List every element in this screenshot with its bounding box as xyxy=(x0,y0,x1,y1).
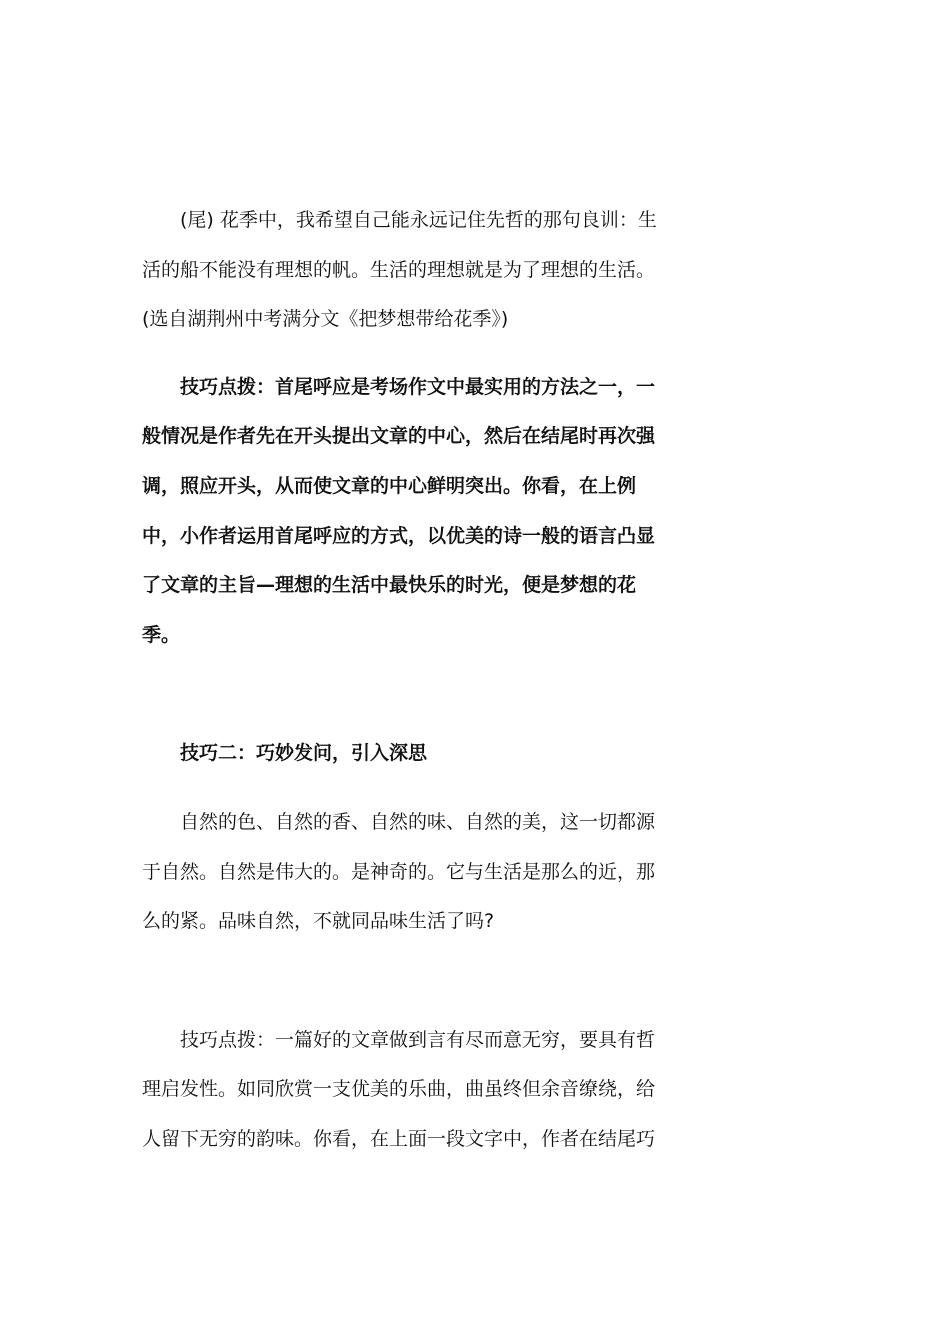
section-heading-tip-two: 技巧二：巧妙发问，引入深思 xyxy=(180,742,428,765)
paragraph-ending-example: (尾) 花季中，我希望自己能永远记住先哲的那句良训：生活的船不能没有理想的帆。生活的理想就是为了理想的生活。(选自湖荆州中考满分文《把梦想带给花季》) xyxy=(142,209,657,331)
document-page xyxy=(142,196,662,1165)
paragraph-tip-commentary-1: 技巧点拨：首尾呼应是考场作文中最实用的方法之一，一般情况是作者先在开头提出文章的中心，然后在结尾时再次强调，照应开头，从而使文章的中心鲜明突出。你看，在上例中，小作者运用首尾呼应的方式，以优美的诗一般的语言凸显了文章的主旨—理想的生活中最快乐的时光，便是梦想的花季。 xyxy=(142,375,656,646)
paragraph-nature-example: 自然的色、自然的香、自然的味、自然的美，这一切都源于自然。自然是伟大的。是神奇的。它与生活是那么的近，那么的紧。品味自然，不就同品味生活了吗? xyxy=(142,810,656,933)
paragraph-tip-commentary-2: 技巧点拨：一篇好的文章做到言有尽而意无穷，要具有哲理启发性。如同欣赏一支优美的乐曲，曲虽终但余音缭绕，给人留下无穷的韵味。你看，在上面一段文字中，作者在结尾巧 xyxy=(142,1028,656,1150)
